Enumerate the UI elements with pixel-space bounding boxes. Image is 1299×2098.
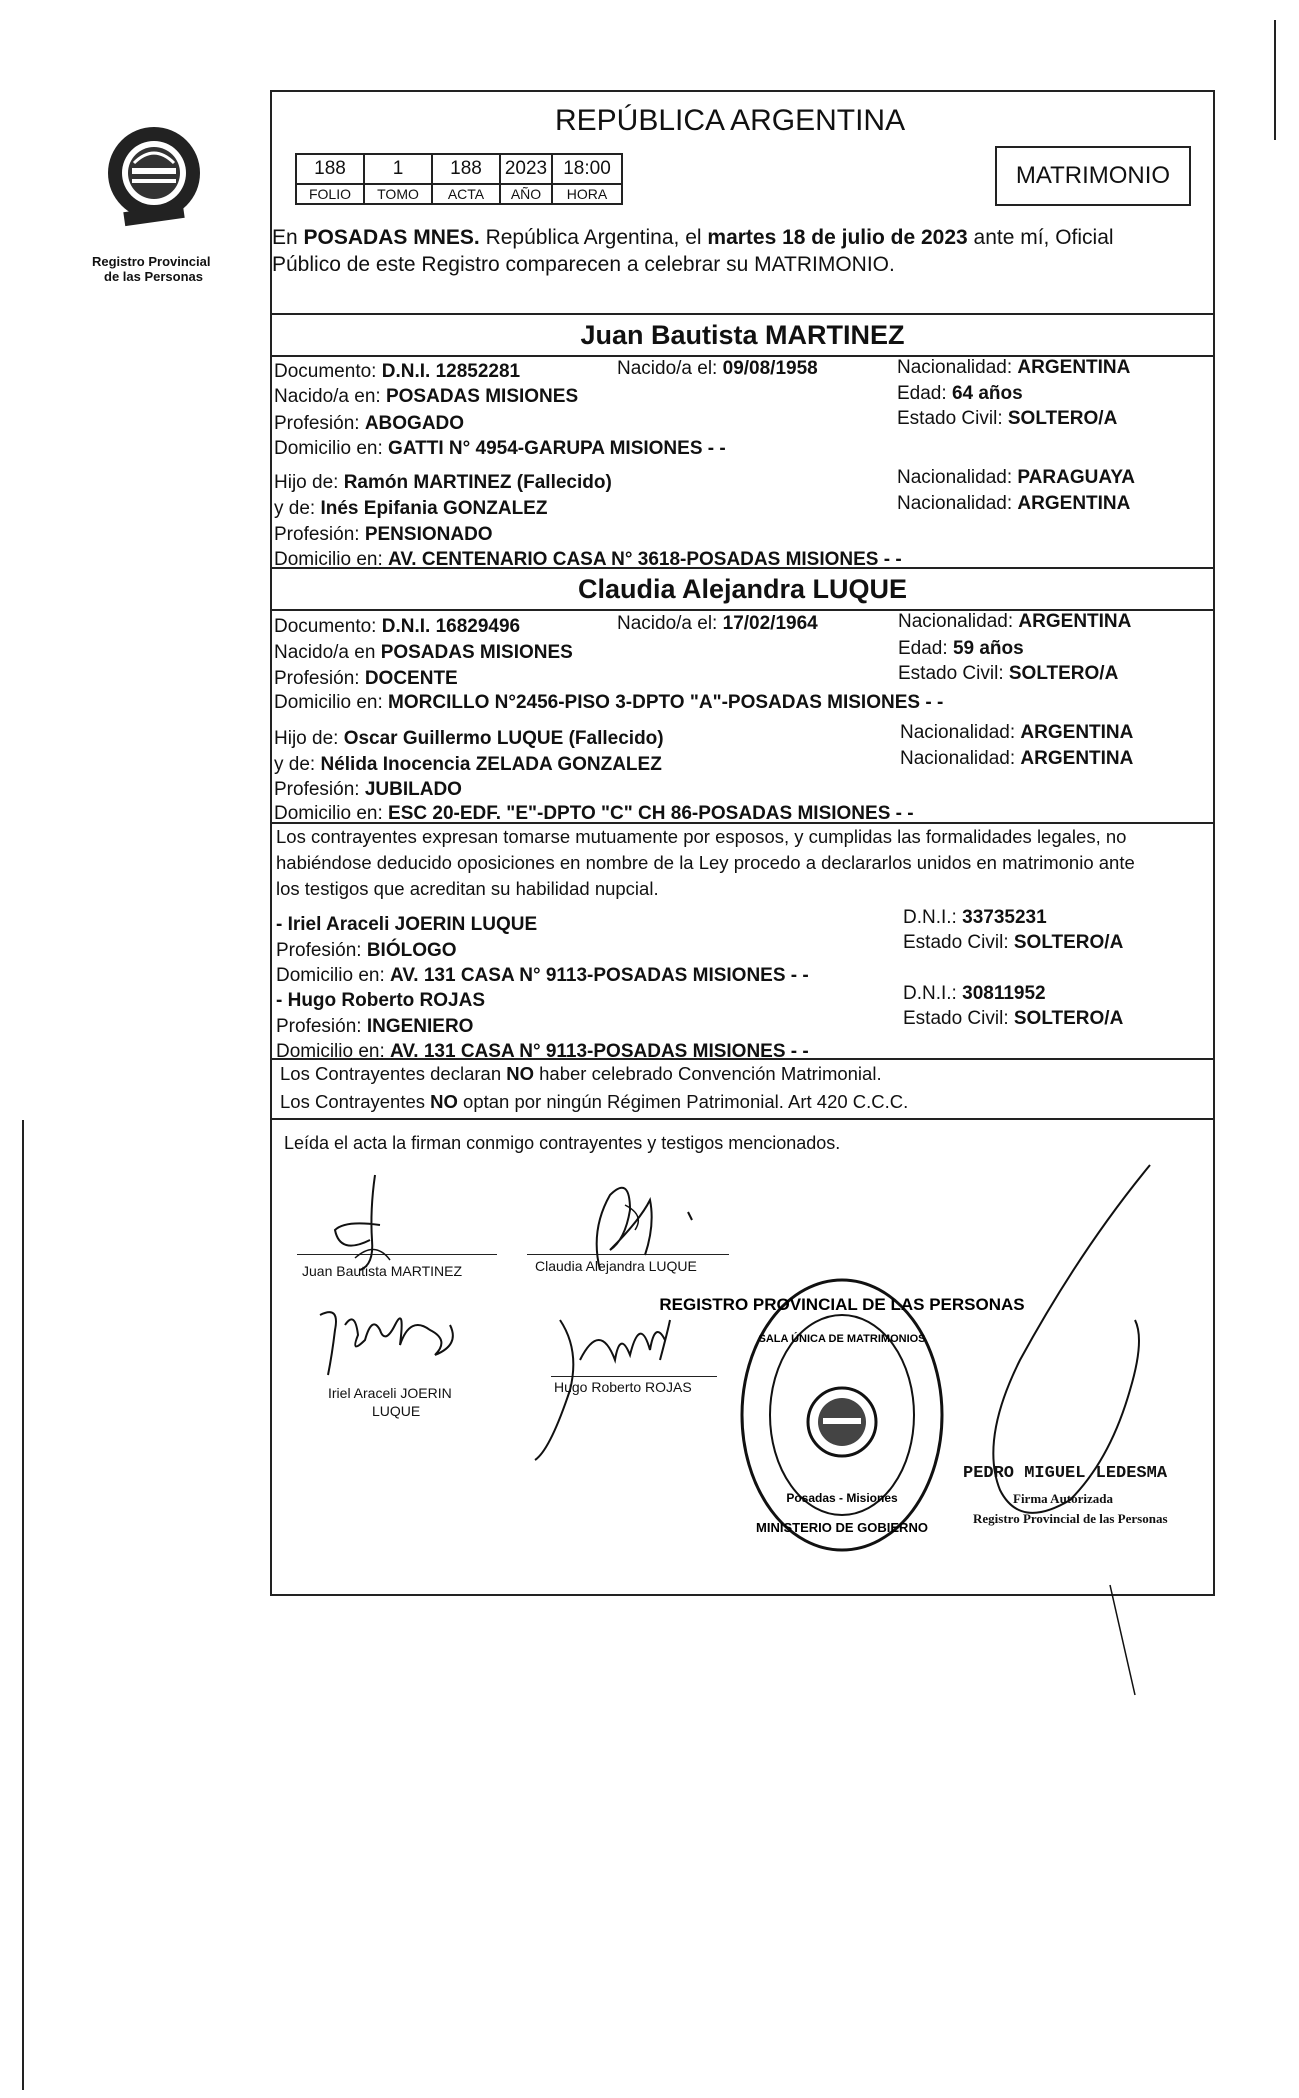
scan-edge-line	[22, 1120, 24, 2090]
seal-outer-text: REGISTRO PROVINCIAL DE LAS PERSONAS	[659, 1295, 1025, 1314]
witness1-civil-status	[903, 932, 1123, 954]
label: Nacionalidad:	[900, 722, 1021, 743]
signature-spouse2	[570, 1170, 720, 1280]
spouse1-birthdate	[617, 358, 818, 380]
spouse1-name: Juan Bautista MARTINEZ	[580, 320, 905, 350]
value: SOLTERO/A	[1013, 932, 1124, 953]
value: ABOGADO	[364, 413, 465, 434]
scan-edge-line	[1274, 20, 1276, 140]
label: Domicilio en:	[274, 803, 389, 824]
signature-witness2	[520, 1300, 720, 1470]
spouse2-domicile	[274, 692, 943, 714]
value: 33735231	[962, 907, 1047, 928]
text: Los Contrayentes	[280, 1091, 431, 1112]
label: Nacionalidad:	[898, 611, 1019, 632]
value: 09/08/1958	[722, 358, 818, 379]
value: ESC 20-EDF. "E"-DPTO "C" CH 86-POSADAS MISIONES - -	[388, 803, 914, 824]
signature-spouse1	[300, 1170, 500, 1280]
label: Nacido/a en	[274, 642, 381, 663]
label: Domicilio en:	[274, 438, 389, 459]
spouse2-profession	[274, 668, 458, 690]
label: Profesión:	[274, 779, 365, 800]
label: Nacionalidad:	[897, 467, 1018, 488]
spouse2-name: Claudia Alejandra LUQUE	[577, 574, 908, 604]
spouse2-father-nationality	[900, 722, 1133, 744]
spouse2-document	[274, 616, 520, 638]
spouse1-profession	[274, 413, 464, 435]
signature-label-witness1-line2: LUQUE	[372, 1403, 421, 1419]
declaration-line1: Los contrayentes expresan tomarse mutuamente por esposos, y cumplidas las formalidades legales, no	[276, 826, 1127, 847]
closing-text: Leída el acta la firman conmigo contrayentes y testigos mencionados.	[284, 1133, 841, 1153]
value: Inés Epifania GONZALEZ	[320, 498, 548, 519]
value: JUBILADO	[364, 779, 462, 800]
logo-caption-line2: de las Personas	[104, 269, 203, 284]
label: Profesión:	[274, 413, 365, 434]
spouse2-civil-status	[898, 663, 1118, 685]
value: ARGENTINA	[1020, 748, 1134, 769]
time-label: HORA	[552, 184, 622, 204]
emphasis: NO	[506, 1063, 534, 1084]
value: D.N.I. 16829496	[381, 616, 521, 637]
signature-witness1	[310, 1285, 490, 1385]
label: Edad:	[898, 638, 953, 659]
witness2-dni	[903, 983, 1046, 1005]
spouse1-domicile	[274, 438, 726, 460]
divider	[270, 1058, 1215, 1060]
label: Domicilio en:	[274, 549, 389, 570]
value: AV. 131 CASA N° 9113-POSADAS MISIONES - -	[390, 1041, 809, 1062]
value: Ramón MARTINEZ (Fallecido)	[343, 472, 612, 493]
intro-text-a: En	[272, 226, 304, 249]
signature-label-spouse2: Claudia Alejandra LUQUE	[535, 1258, 697, 1274]
label: Profesión:	[276, 1016, 367, 1037]
year-value: 2023	[500, 154, 552, 184]
label: Estado Civil:	[897, 408, 1008, 429]
spouse2-mother	[274, 754, 662, 776]
label: Profesión:	[276, 940, 367, 961]
text: Los Contrayentes declaran	[280, 1063, 507, 1084]
year-label: AÑO	[500, 184, 552, 204]
witness2-civil-status	[903, 1008, 1123, 1030]
witness2-profession	[276, 1016, 473, 1038]
label: Nacionalidad:	[897, 357, 1018, 378]
intro-text-c: ante mí, Oficial	[967, 226, 1114, 249]
intro-place: POSADAS MNES.	[303, 226, 480, 249]
intro-date: martes 18 de julio de 2023	[707, 226, 968, 249]
registry-logo	[104, 113, 204, 253]
witness1-domicile	[276, 965, 809, 987]
label: Hijo de:	[274, 728, 344, 749]
seal-city-text: Posadas - Misiones	[786, 1491, 898, 1505]
spouse1-mother	[274, 498, 547, 520]
value: ARGENTINA	[1017, 357, 1131, 378]
label: D.N.I.:	[903, 907, 963, 928]
spouse1-father	[274, 472, 612, 494]
tomo-label: TOMO	[364, 184, 432, 204]
label: Documento:	[274, 361, 382, 382]
spouse1-father-nationality	[897, 467, 1135, 489]
folio-value: 188	[296, 154, 364, 184]
tomo-value: 1	[364, 154, 432, 184]
spouse1-document	[274, 361, 520, 383]
spouse2-mother-nationality	[900, 748, 1133, 770]
value: SOLTERO/A	[1013, 1008, 1124, 1029]
label: Estado Civil:	[903, 932, 1014, 953]
label: y de:	[274, 754, 321, 775]
witness1-profession	[276, 940, 457, 962]
label: Edad:	[897, 383, 952, 404]
acta-value: 188	[432, 154, 500, 184]
label: Domicilio en:	[276, 965, 391, 986]
acta-label: ACTA	[432, 184, 500, 204]
label: Estado Civil:	[903, 1008, 1014, 1029]
act-type-box	[995, 146, 1191, 206]
spouse2-birthplace	[274, 642, 573, 664]
value: AV. 131 CASA N° 9113-POSADAS MISIONES - -	[390, 965, 809, 986]
value: POSADAS MISIONES	[380, 642, 573, 663]
label: Nacido/a en:	[274, 386, 386, 407]
label: Nacionalidad:	[900, 748, 1021, 769]
signature-label-spouse1: Juan Bautista MARTINEZ	[302, 1263, 463, 1279]
value: PARAGUAYA	[1017, 467, 1135, 488]
value: ARGENTINA	[1017, 493, 1131, 514]
spouse1-nationality	[897, 357, 1130, 379]
divider	[270, 313, 1215, 315]
folio-label: FOLIO	[296, 184, 364, 204]
label: Nacionalidad:	[897, 493, 1018, 514]
value: PENSIONADO	[364, 524, 493, 545]
value: GATTI N° 4954-GARUPA MISIONES - -	[388, 438, 726, 459]
regime-line1	[280, 1063, 882, 1085]
divider	[270, 567, 1215, 569]
intro-text-b: República Argentina, el	[479, 226, 708, 249]
official-signature	[960, 1160, 1190, 1700]
signature-label-witness1-line1: Iriel Araceli JOERIN	[328, 1385, 452, 1401]
intro-line1	[272, 225, 1114, 251]
text: haber celebrado Convención Matrimonial.	[534, 1063, 882, 1084]
spouse1-civil-status	[897, 408, 1117, 430]
value: MORCILLO N°2456-PISO 3-DPTO "A"-POSADAS MISIONES - -	[388, 692, 944, 713]
label: Profesión:	[274, 524, 365, 545]
spouse1-age	[897, 383, 1023, 405]
value: D.N.I. 12852281	[381, 361, 521, 382]
label: Hijo de:	[274, 472, 344, 493]
seal-inner-text: SALA ÚNICA DE MATRIMONIOS	[758, 1333, 926, 1345]
seal-bottom-text: MINISTERIO DE GOBIERNO	[756, 1520, 928, 1535]
declaration-line2: habiéndose deducido oposiciones en nombre de la Ley procedo a declararlos unidos en matrimonio ante	[276, 852, 1135, 873]
official-title: Firma Autorizada	[1013, 1491, 1114, 1506]
label: Documento:	[274, 616, 382, 637]
spouse1-mother-nationality	[897, 493, 1130, 515]
value: DOCENTE	[364, 668, 458, 689]
official-name: PEDRO MIGUEL LEDESMA	[963, 1464, 1168, 1483]
value: Nélida Inocencia ZELADA GONZALEZ	[320, 754, 662, 775]
value: 64 años	[951, 383, 1023, 404]
spouse2-father	[274, 728, 664, 750]
spouse2-parents-profession	[274, 779, 462, 801]
label: Nacido/a el:	[617, 358, 723, 379]
official-registry: Registro Provincial de las Personas	[973, 1511, 1168, 1526]
value: AV. CENTENARIO CASA N° 3618-POSADAS MISIONES - -	[388, 549, 902, 570]
label: Nacido/a el:	[617, 613, 723, 634]
intro-line2: Público de este Registro comparecen a celebrar su MATRIMONIO.	[272, 253, 895, 276]
spouse2-age	[898, 638, 1024, 660]
value: ARGENTINA	[1020, 722, 1134, 743]
act-type: MATRIMONIO	[1015, 162, 1171, 189]
witness1-name: - Iriel Araceli JOERIN LUQUE	[276, 914, 538, 935]
spouse1-parents-profession	[274, 524, 493, 546]
witness1-dni	[903, 907, 1047, 929]
emphasis: NO	[430, 1091, 458, 1112]
value: Oscar Guillermo LUQUE (Fallecido)	[343, 728, 664, 749]
declaration-line3: los testigos que acreditan su habilidad nupcial.	[276, 878, 659, 899]
spouse2-nationality	[898, 611, 1131, 633]
label: Domicilio en:	[276, 1041, 391, 1062]
page-title: REPÚBLICA ARGENTINA	[555, 104, 906, 137]
divider	[270, 822, 1215, 824]
value: BIÓLOGO	[366, 940, 457, 961]
official-seal	[659, 1270, 1025, 1560]
act-meta-table	[295, 153, 623, 205]
value: 59 años	[952, 638, 1024, 659]
value: 17/02/1964	[722, 613, 818, 634]
value: INGENIERO	[366, 1016, 474, 1037]
label: Estado Civil:	[898, 663, 1009, 684]
spouse2-birthdate	[617, 613, 818, 635]
value: 30811952	[962, 983, 1046, 1004]
divider	[270, 1118, 1215, 1120]
text: optan por ningún Régimen Patrimonial. Art 420 C.C.C.	[457, 1091, 909, 1112]
label: Domicilio en:	[274, 692, 389, 713]
time-value: 18:00	[552, 154, 622, 184]
witness2-name: - Hugo Roberto ROJAS	[276, 990, 485, 1011]
label: D.N.I.:	[903, 983, 963, 1004]
signature-label-witness2: Hugo Roberto ROJAS	[554, 1379, 692, 1395]
value: POSADAS MISIONES	[385, 386, 579, 407]
label: y de:	[274, 498, 321, 519]
value: SOLTERO/A	[1007, 408, 1118, 429]
spouse1-birthplace	[274, 386, 578, 408]
value: SOLTERO/A	[1008, 663, 1119, 684]
value: ARGENTINA	[1018, 611, 1132, 632]
logo-caption-line1: Registro Provincial	[92, 254, 211, 269]
regime-line2	[280, 1091, 908, 1113]
label: Profesión:	[274, 668, 365, 689]
